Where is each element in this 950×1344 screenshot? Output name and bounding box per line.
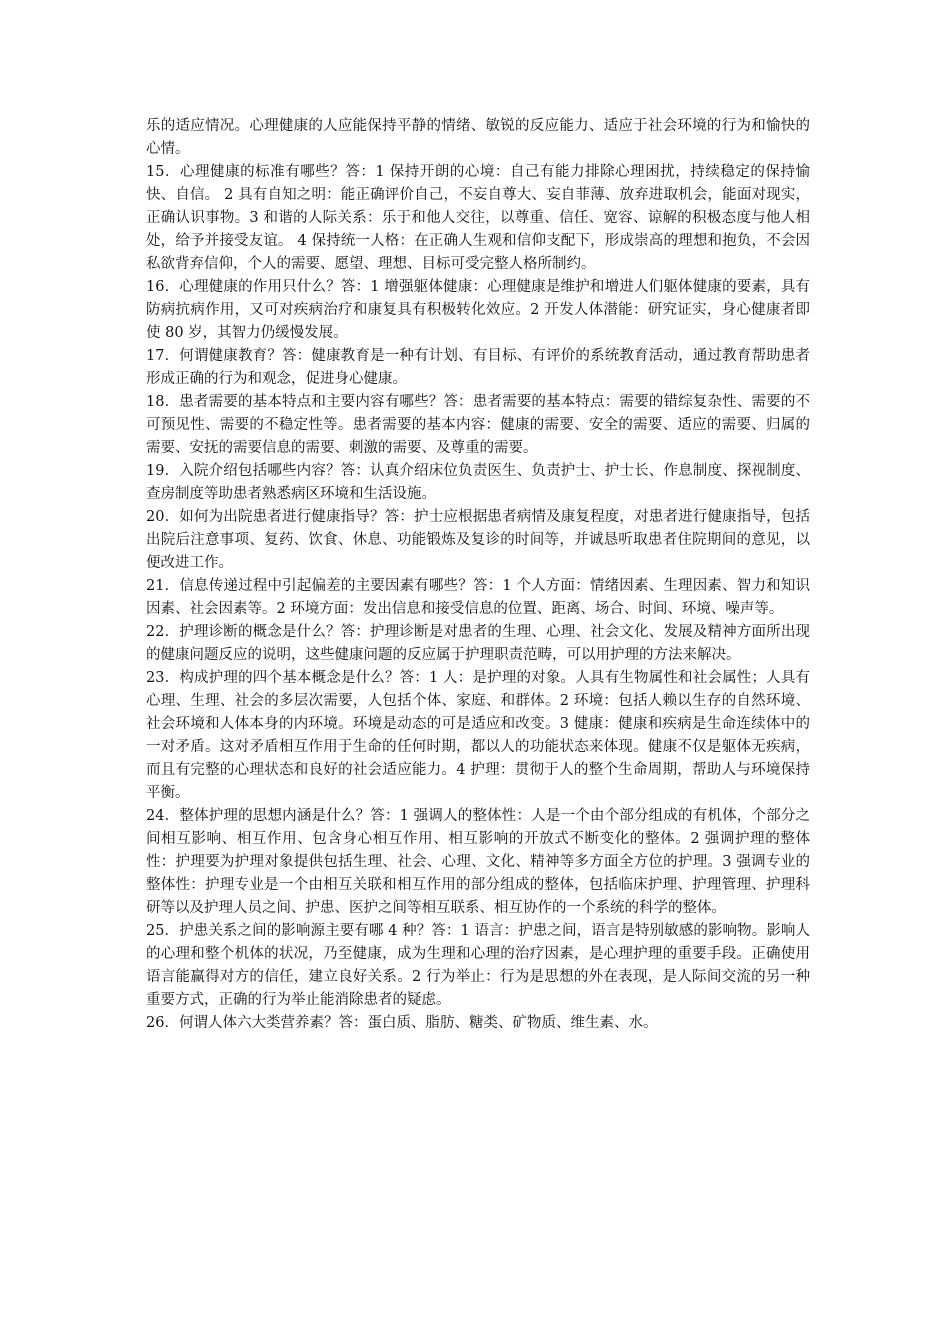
question-24: 24．整体护理的思想内涵是什么？答：1 强调人的整体性：人是一个由个部分组成的有机体，个部分之间相互影响、相互作用、包含身心相互作用、相互影响的开放式不断变化的整体。2 强调护理的整体性：护理要为护理对象提供包括生理、社会、心理、文化、精神等多方面全方位的护理。3 强调专业的整体性：护理专业是一个由相互关联和相互作用的部分组成的整体，包括临床护理、护理管理、护理科研等以及护理人员之间、护患、医护之间等相互联系、相互协作的一个系统的科学的整体。 — [146, 808, 810, 916]
question-25: 25．护患关系之间的影响源主要有哪 4 种？答：1 语言：护患之间，语言是特别敏感的影响物。影响人的心理和整个机体的状况，乃至健康，成为生理和心理的治疗因素，是心理护理的重要手段。正确使用语言能赢得对方的信任，建立良好关系。2 行为举止：行为是思想的外在表现，是人际间交流的另一种重要方式，正确的行为举止能消除患者的疑虑。 — [146, 923, 810, 1008]
question-19: 19．入院介绍包括哪些内容？答：认真介绍床位负责医生、负责护士、护士长、作息制度、探视制度、查房制度等助患者熟悉病区环境和生活设施。 — [146, 463, 810, 502]
question-16: 16．心理健康的作用只什么？答：1 增强躯体健康：心理健康是维护和增进人们躯体健康的要素，具有防病抗病作用，又可对疾病治疗和康复具有积极转化效应。2 开发人体潜能：研究证实，身心健康者即使 80 岁，其智力仍缓慢发展。 — [146, 279, 810, 341]
question-26: 26．何谓人体六大类营养素？答：蛋白质、脂肪、糖类、矿物质、维生素、水。 — [146, 1015, 658, 1031]
question-22: 22．护理诊断的概念是什么？答：护理诊断是对患者的生理、心理、社会文化、发展及精神方面所出现的健康问题反应的说明，这些健康问题的反应属于护理职责范畴，可以用护理的方法来解决。 — [146, 624, 810, 663]
question-20: 20．如何为出院患者进行健康指导？答：护士应根据患者病情及康复程度，对患者进行健康指导，包括出院后注意事项、复药、饮食、休息、功能锻炼及复诊的时间等，并诚恳听取患者住院期间的意见，以便改进工作。 — [146, 509, 810, 571]
question-23: 23．构成护理的四个基本概念是什么？答：1 人：是护理的对象。人具有生物属性和社会属性；人具有心理、生理、社会的多层次需要，人包括个体、家庭、和群体。2 环境：包括人赖以生存的自然环境、社会环境和人体本身的内环境。环境是动态的可是适应和改变。3 健康：健康和疾病是生命连续体中的一对矛盾。这对矛盾相互作用于生命的任何时期，都以人的功能状态来体现。健康不仅是躯体无疾病，而且有完整的心理状态和良好的社会适应能力。4 护理：贯彻于人的整个生命周期，帮助人与环境保持平衡。 — [146, 670, 810, 801]
question-17: 17．何谓健康教育？答：健康教育是一种有计划、有目标、有评价的系统教育活动，通过教育帮助患者形成正确的行为和观念，促进身心健康。 — [146, 348, 810, 387]
document-page — [146, 115, 810, 1035]
question-21: 21．信息传递过程中引起偏差的主要因素有哪些？答：1 个人方面：情绪因素、生理因素、智力和知识因素、社会因素等。2 环境方面：发出信息和接受信息的位置、距离、场合、时间、环境、噪声等。 — [146, 578, 810, 617]
paragraph-continuation: 乐的适应情况。心理健康的人应能保持平静的情绪、敏锐的反应能力、适应于社会环境的行为和愉快的心情。 — [146, 118, 810, 157]
question-15: 15．心理健康的标准有哪些？答：1 保持开朗的心境：自己有能力排除心理困扰，持续稳定的保持愉快、自信。 2 具有自知之明：能正确评价自己，不妄自尊大、妄自菲薄、放弃进取机会，能面对现实，正确认识事物。3 和谐的人际关系：乐于和他人交往，以尊重、信任、宽容、谅解的积极态度与他人相处，给予并接受友谊。 4 保持统一人格：在正确人生观和信仰支配下，形成崇高的理想和抱负，不会因私欲背弃信仰，个人的需要、愿望、理想、目标可受完整人格所制约。 — [146, 164, 810, 272]
question-18: 18．患者需要的基本特点和主要内容有哪些？答：患者需要的基本特点：需要的错综复杂性、需要的不可预见性、需要的不稳定性等。患者需要的基本内容：健康的需要、安全的需要、适应的需要、归属的需要、安抚的需要信息的需要、刺激的需要、及尊重的需要。 — [146, 394, 810, 456]
